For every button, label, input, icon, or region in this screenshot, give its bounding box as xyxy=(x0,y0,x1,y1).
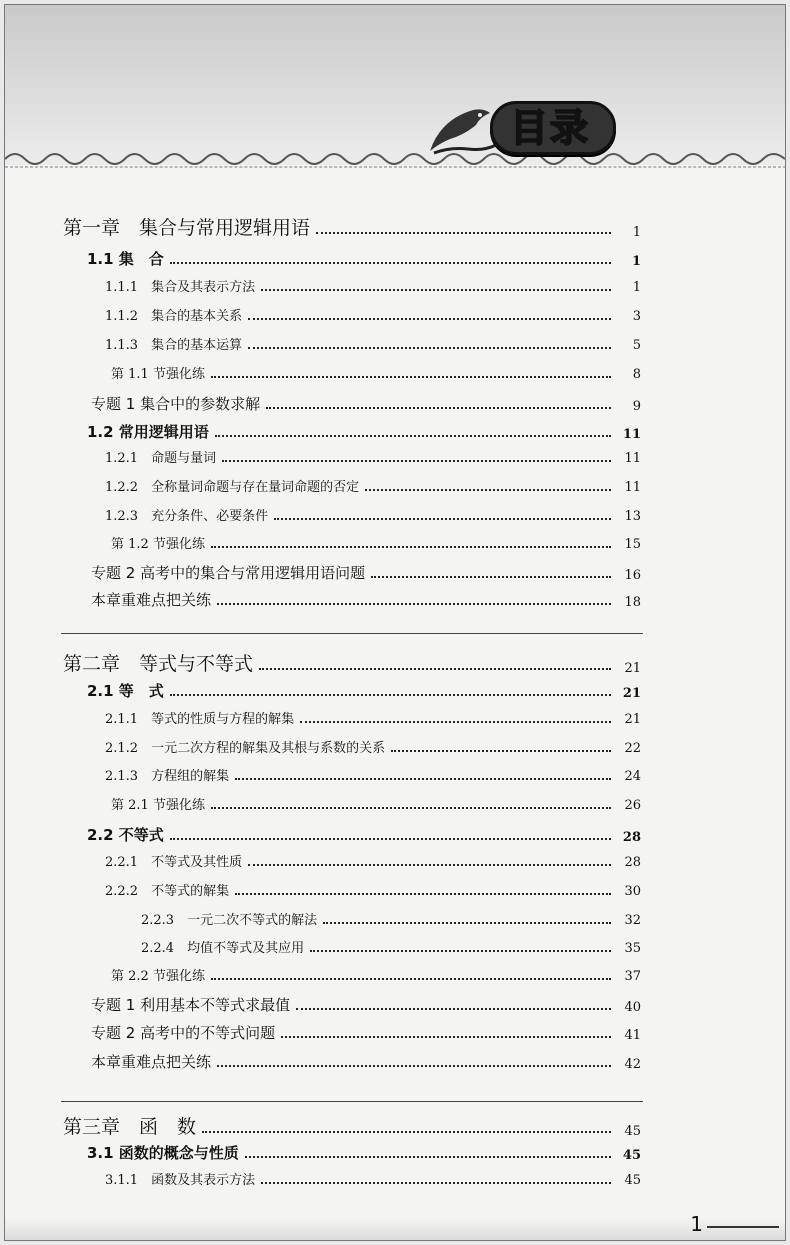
toc-entry-label: 1.2.2 全称量词命题与存在量词命题的否定 xyxy=(105,480,360,495)
toc-entry xyxy=(91,562,641,583)
dot-leader xyxy=(170,838,611,840)
toc-entry-label: 第 2.1 节强化练 xyxy=(111,798,205,813)
toc-entry xyxy=(105,765,641,784)
dot-leader xyxy=(391,750,611,752)
toc-entry-label: 第 1.1 节强化练 xyxy=(111,367,205,382)
toc-entry-label: 1.1.1 集合及其表示方法 xyxy=(105,280,256,295)
toc-entry xyxy=(63,213,641,240)
dot-leader xyxy=(248,864,611,866)
toc-entry xyxy=(91,393,641,414)
dot-leader xyxy=(281,1036,611,1038)
toc-entry-page: 21 xyxy=(624,712,641,727)
toc-entry-page: 11 xyxy=(624,480,641,495)
toc-entry-label: 1.2 常用逻辑用语 xyxy=(87,423,209,441)
wave-border-icon xyxy=(5,147,785,171)
toc-page xyxy=(4,4,786,1241)
toc-entry-label: 1.2.1 命题与量词 xyxy=(105,451,217,466)
toc-entry-label: 本章重难点把关练 xyxy=(91,591,212,609)
toc-entry-page: 13 xyxy=(624,509,641,524)
toc-entry xyxy=(63,1112,641,1139)
toc-entry xyxy=(63,649,641,676)
toc-entry-page: 28 xyxy=(622,830,641,845)
dot-leader xyxy=(261,1182,611,1184)
toc-entry xyxy=(105,305,641,324)
dot-leader xyxy=(235,778,611,780)
dot-leader xyxy=(300,721,611,723)
dot-leader xyxy=(323,922,611,924)
dot-leader xyxy=(296,1008,611,1010)
toc-entry-page: 45 xyxy=(624,1124,641,1139)
toc-entry-page: 30 xyxy=(624,884,641,899)
toc-entry xyxy=(105,708,641,727)
toc-entry-label: 2.1 等 式 xyxy=(87,682,164,700)
dot-leader xyxy=(310,950,611,952)
toc-entry xyxy=(91,1051,641,1072)
toc-entry-page: 41 xyxy=(624,1028,641,1043)
toc-entry-label: 2.2 不等式 xyxy=(87,826,164,844)
toc-entry xyxy=(105,276,641,295)
dot-leader xyxy=(371,576,611,578)
title-banner xyxy=(420,91,620,171)
toc-entry-page: 21 xyxy=(624,661,641,676)
toc-entry xyxy=(111,965,641,984)
toc-entry-page: 37 xyxy=(624,969,641,984)
toc-entry-label: 第二章 等式与不等式 xyxy=(63,653,254,675)
toc-entry-label: 3.1.1 函数及其表示方法 xyxy=(105,1173,256,1188)
dot-leader xyxy=(211,546,611,548)
toc-entry-page: 11 xyxy=(624,451,641,466)
dot-leader xyxy=(245,1156,611,1158)
toc-entry-page: 3 xyxy=(632,309,641,324)
toc-entry-label: 1.1.2 集合的基本关系 xyxy=(105,309,243,324)
toc-entry-label: 2.2.4 均值不等式及其应用 xyxy=(141,941,305,956)
toc-entry-page: 45 xyxy=(622,1148,641,1163)
chapter-divider xyxy=(61,633,643,634)
toc-entry xyxy=(105,851,641,870)
dot-leader xyxy=(274,518,611,520)
dot-leader xyxy=(202,1131,611,1133)
toc-entry-page: 28 xyxy=(624,855,641,870)
toc-entry xyxy=(111,794,641,813)
toc-entry-label: 2.2.2 不等式的解集 xyxy=(105,884,230,899)
toc-entry-page: 1 xyxy=(632,225,641,240)
dot-leader xyxy=(248,318,611,320)
page-number: 1 xyxy=(690,1212,703,1236)
toc-entry-label: 专题 2 高考中的不等式问题 xyxy=(91,1024,276,1042)
toc-entry xyxy=(111,363,641,382)
toc-entry-page: 15 xyxy=(624,537,641,552)
toc-entry xyxy=(105,505,641,524)
dot-leader xyxy=(235,893,611,895)
dot-leader xyxy=(259,668,611,670)
toc-entry-page: 35 xyxy=(624,941,641,956)
toc-entry-label: 2.2.1 不等式及其性质 xyxy=(105,855,243,870)
toc-entry xyxy=(91,589,641,610)
toc-entry-page: 45 xyxy=(624,1173,641,1188)
dot-leader xyxy=(217,603,611,605)
toc-entry-label: 第三章 函 数 xyxy=(63,1116,197,1138)
toc-entry xyxy=(141,937,641,956)
toc-entry xyxy=(105,880,641,899)
toc-entry-page: 9 xyxy=(632,399,641,414)
toc-entry xyxy=(87,421,641,442)
dot-leader xyxy=(215,435,611,437)
toc-entry-page: 40 xyxy=(624,1000,641,1015)
dot-leader xyxy=(211,978,611,980)
toc-entry xyxy=(105,476,641,495)
chapter-divider xyxy=(61,1101,643,1102)
toc-entry xyxy=(91,994,641,1015)
toc-entry-label: 2.1.2 一元二次方程的解集及其根与系数的关系 xyxy=(105,741,386,756)
toc-entry-label: 第一章 集合与常用逻辑用语 xyxy=(63,217,311,239)
toc-entry-page: 42 xyxy=(624,1057,641,1072)
toc-entry-page: 5 xyxy=(632,338,641,353)
toc-entry-label: 专题 1 利用基本不等式求最值 xyxy=(91,996,291,1014)
toc-entry xyxy=(111,533,641,552)
toc-entry-page: 16 xyxy=(624,568,641,583)
toc-entry xyxy=(105,447,641,466)
dot-leader xyxy=(211,807,611,809)
toc-entry-label: 专题 1 集合中的参数求解 xyxy=(91,395,261,413)
dot-leader xyxy=(248,347,611,349)
page-title: 目录 xyxy=(509,106,590,150)
dot-leader xyxy=(222,460,611,462)
toc-entry-page: 26 xyxy=(624,798,641,813)
toc-entry-label: 第 2.2 节强化练 xyxy=(111,969,205,984)
toc-entry-page: 22 xyxy=(624,741,641,756)
toc-entry-label: 第 1.2 节强化练 xyxy=(111,537,205,552)
toc-entry xyxy=(87,248,641,269)
toc-entry xyxy=(91,1022,641,1043)
toc-entry-label: 本章重难点把关练 xyxy=(91,1053,212,1071)
toc-entry xyxy=(105,334,641,353)
dot-leader xyxy=(266,407,611,409)
toc-entry-label: 1.1 集 合 xyxy=(87,250,164,268)
dot-leader xyxy=(316,232,611,234)
toc-entry-label: 专题 2 高考中的集合与常用逻辑用语问题 xyxy=(91,564,366,582)
fish-icon xyxy=(420,91,500,161)
dot-leader xyxy=(170,694,611,696)
toc-entry-page: 24 xyxy=(624,769,641,784)
footer-band xyxy=(5,1218,785,1240)
toc-entry xyxy=(87,1142,641,1163)
toc-entry xyxy=(105,1169,641,1188)
dot-leader xyxy=(211,376,611,378)
toc-entry-label: 2.1.1 等式的性质与方程的解集 xyxy=(105,712,295,727)
dot-leader xyxy=(170,262,611,264)
toc-entry-page: 1 xyxy=(632,280,641,295)
toc-entry xyxy=(87,824,641,845)
toc-entry-page: 1 xyxy=(631,254,641,269)
dot-leader xyxy=(261,289,611,291)
toc-entry-label: 3.1 函数的概念与性质 xyxy=(87,1144,239,1162)
dot-leader xyxy=(365,489,611,491)
dot-leader xyxy=(217,1065,611,1067)
toc-entry-label: 2.1.3 方程组的解集 xyxy=(105,769,230,784)
toc-entry-page: 21 xyxy=(622,686,641,701)
toc-entry-label: 2.2.3 一元二次不等式的解法 xyxy=(141,913,318,928)
toc-entry-label: 1.2.3 充分条件、必要条件 xyxy=(105,509,269,524)
toc-entry-label: 1.1.3 集合的基本运算 xyxy=(105,338,243,353)
toc-entry xyxy=(105,737,641,756)
toc-entry xyxy=(87,680,641,701)
toc-entry-page: 32 xyxy=(624,913,641,928)
toc-entry-page: 18 xyxy=(624,595,641,610)
footer-rule xyxy=(707,1226,779,1228)
header-band xyxy=(5,5,785,165)
toc-entry-page: 11 xyxy=(622,427,641,442)
toc-entry xyxy=(141,909,641,928)
toc-entry-page: 8 xyxy=(632,367,641,382)
